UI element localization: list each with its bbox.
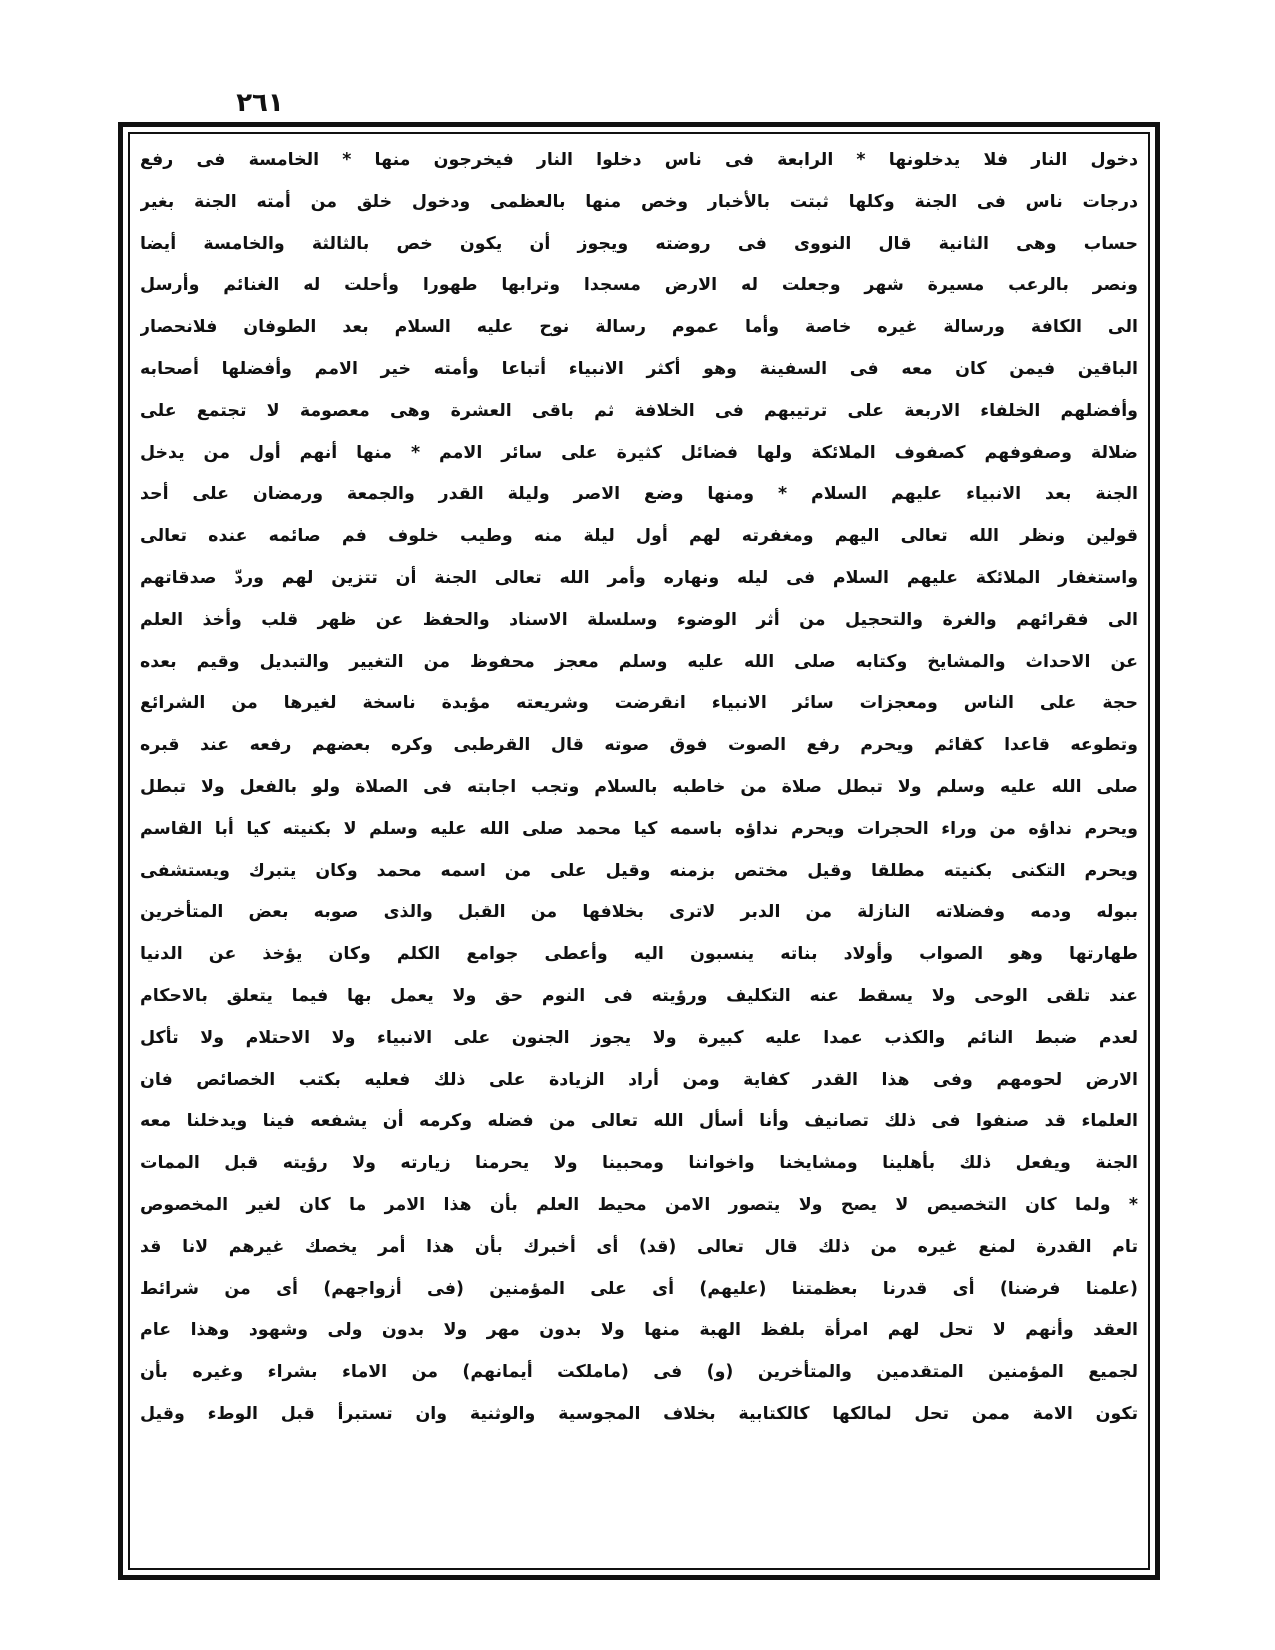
text-line: ضلالة وصفوفهم كصفوف الملائكة ولها فضائل كثيرة على سائر الامم * منها أنهم أول من يدخل bbox=[140, 442, 1138, 463]
page-number: ٢٦١ bbox=[236, 88, 284, 118]
text-line: الى الكافة ورسالة غيره خاصة وأما عموم رسالة نوح عليه السلام بعد الطوفان فلانحصار bbox=[140, 317, 1138, 338]
text-line: الى فقرائهم والغرة والتحجيل من أثر الوضوء وسلسلة الاسناد والحفظ عن ظهر قلب وأخذ العلم bbox=[140, 609, 1138, 630]
text-line: ويحرم التكنى بكنيته مطلقا وقيل مختص بزمنه وقيل على من اسمه محمد وكان يتبرك ويستشفى bbox=[140, 860, 1138, 881]
text-line: حجة على الناس ومعجزات سائر الانبياء انقرضت وشريعته مؤبدة ناسخة لغيرها من الشرائع bbox=[140, 693, 1138, 714]
text-line: عن الاحداث والمشايخ وكتابه صلى الله عليه وسلم معجز محفوظ من التغيير والتبديل وقيم بعده bbox=[140, 651, 1138, 672]
text-line: الباقين فيمن كان معه فى السفينة وهو أكثر الانبياء أتباعا وأمته خير الامم وأفضلها أصحابه bbox=[140, 358, 1138, 379]
text-line: * ولما كان التخصيص لا يصح ولا يتصور الامن محيط العلم بأن هذا الامر ما كان لغير المخصوص bbox=[140, 1194, 1138, 1215]
text-line: الارض لحومهم وفى هذا القدر كفاية ومن أراد الزيادة على ذلك فعليه بكتب الخصائص فان bbox=[140, 1069, 1138, 1090]
text-line: وأفضلهم الخلفاء الاربعة على ترتيبهم فى الخلافة ثم باقى العشرة وهى معصومة لا تجتمع على bbox=[140, 400, 1138, 421]
text-line: دخول النار فلا يدخلونها * الرابعة فى ناس دخلوا النار فيخرجون منها * الخامسة فى رفع bbox=[140, 150, 1138, 170]
text-line: الجنة ويفعل ذلك بأهلينا ومشايخنا واخواننا ومحبينا ولا يحرمنا زيارته ولا رؤيته قبل الممات bbox=[140, 1153, 1138, 1174]
text-line: الجنة بعد الانبياء عليهم السلام * ومنها وضع الاصر وليلة القدر والجمعة ورمضان على أحد bbox=[140, 484, 1138, 505]
text-line: وتطوعه قاعدا كقائم ويحرم رفع الصوت فوق صوته قال القرطبى وكره بعضهم رفعه عند قبره bbox=[140, 735, 1138, 756]
text-line: لعدم ضبط النائم والكذب عمدا عليه كبيرة ولا يجوز الجنون على الانبياء ولا الاحتلام ولا تأكل bbox=[140, 1027, 1138, 1048]
text-line: قولين ونظر الله تعالى اليهم ومغفرته لهم أول ليلة منه وطيب خلوف فم صائمه عنده تعالى bbox=[140, 526, 1138, 547]
text-body bbox=[140, 140, 1138, 1564]
text-line: ونصر بالرعب مسيرة شهر وجعلت له الارض مسجدا وترابها طهورا وأحلت له الغنائم وأرسل bbox=[140, 275, 1138, 296]
text-line: طهارتها وهو الصواب وأولاد بناته ينسبون اليه وأعطى جوامع الكلم وكان يؤخذ عن الدنيا bbox=[140, 944, 1138, 965]
text-line: لجميع المؤمنين المتقدمين والمتأخرين (و) فى (ماملكت أيمانهم) من الاماء بشراء وغيره بأن bbox=[140, 1362, 1138, 1383]
text-line: (علمنا فرضنا) أى قدرنا بعظمتنا (عليهم) أى على المؤمنين (فى أزواجهم) أى من شرائط bbox=[140, 1278, 1138, 1299]
text-line: واستغفار الملائكة عليهم السلام فى ليله ونهاره وأمر الله تعالى الجنة أن تتزين لهم وردّ صدقاتهم bbox=[140, 567, 1138, 588]
text-line: عند تلقى الوحى ولا يسقط عنه التكليف ورؤيته فى النوم حق ولا يعمل بها فيما يتعلق بالاحكام bbox=[140, 985, 1138, 1006]
text-line: صلى الله عليه وسلم ولا تبطل صلاة من خاطبه بالسلام وتجب اجابته فى الصلاة ولو بالفعل ولا تبطل bbox=[140, 776, 1138, 797]
text-line: العقد وأنهم لا تحل لهم امرأة بلفظ الهبة منها ولا بدون مهر ولا بدون ولى وشهود وهذا عام bbox=[140, 1320, 1138, 1341]
text-line: درجات ناس فى الجنة وكلها ثبتت بالأخبار وخص منها بالعظمى ودخول خلق من أمته الجنة بغير bbox=[140, 191, 1138, 212]
text-line: حساب وهى الثانية قال النووى فى روضته ويجوز أن يكون خص بالثالثة والخامسة أيضا bbox=[140, 233, 1138, 254]
text-line: تكون الامة ممن تحل لمالكها كالكتابية بخلاف المجوسية والوثنية وان تستبرأ قبل الوطء وقيل bbox=[140, 1403, 1138, 1424]
text-line: العلماء قد صنفوا فى ذلك تصانيف وأنا أسأل الله تعالى من فضله وكرمه أن يشفعه فينا ويدخلنا معه bbox=[140, 1111, 1138, 1132]
text-line: ببوله ودمه وفضلاته النازلة من الدبر لاترى بخلافها من القبل والذى صوبه بعض المتأخرين bbox=[140, 902, 1138, 923]
text-line: تام القدرة لمنع غيره من ذلك قال تعالى (قد) أى أخبرك بأن هذا أمر يخصك غيرهم لانا قد bbox=[140, 1236, 1138, 1257]
text-line: ويحرم نداؤه من وراء الحجرات ويحرم نداؤه باسمه كيا محمد صلى الله عليه وسلم لا بكنيته كيا أبا القاسم bbox=[140, 818, 1138, 839]
